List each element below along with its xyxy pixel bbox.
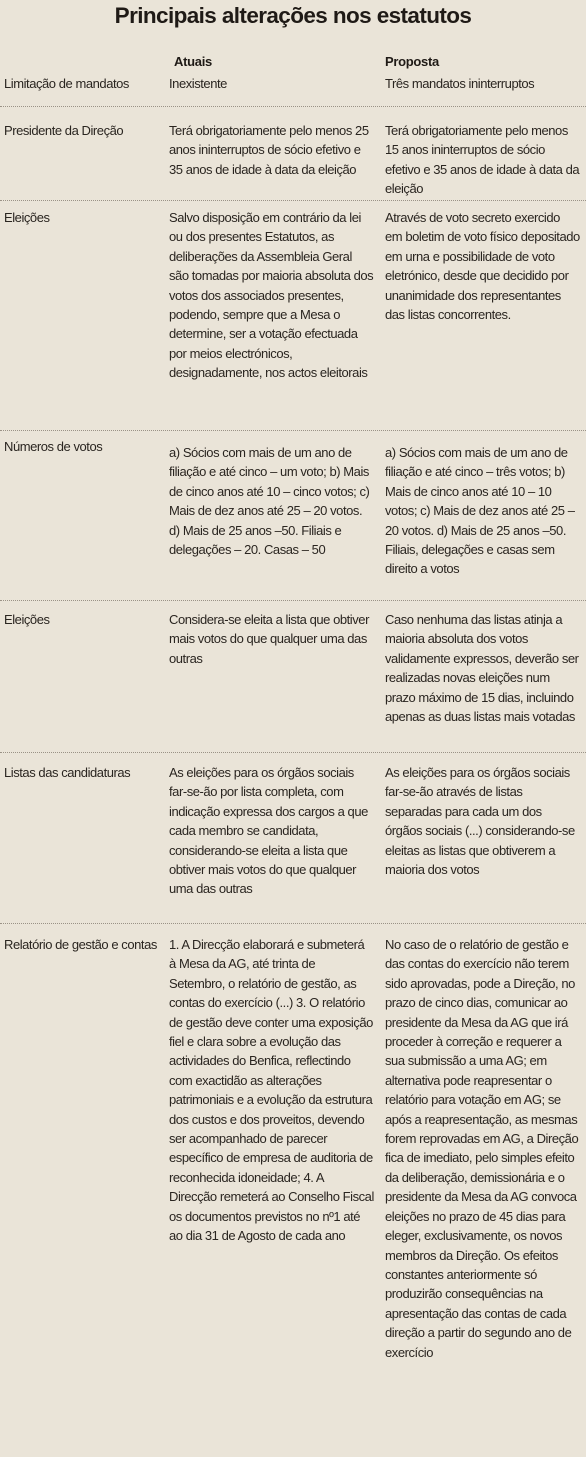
- proposta-cell: Caso nenhuma das listas atinja a maioria absoluta dos votos validamente expressos, deverão ser realizadas novas eleições num prazo máximo de 15 dias, incluindo apenas as duas listas mais votadas: [385, 612, 579, 725]
- row-label: Relatório de gestão e contas: [4, 937, 157, 952]
- row-divider: [0, 430, 586, 431]
- row-divider: [0, 600, 586, 601]
- row-label: Presidente da Direção: [4, 123, 124, 138]
- atuais-cell: Considera-se eleita a lista que obtiver mais votos do que qualquer uma das outras: [169, 612, 369, 666]
- proposta-cell: Três mandatos ininterruptos: [385, 76, 535, 91]
- atuais-cell: Salvo disposição em contrário da lei ou dos presentes Estatutos, as deliberações da Assembleia Geral são tomadas por maioria absoluta dos votos dos associados presentes, podendo, sempre que a Mesa o determine, ser a votação efectuada por meios electrónicos, designadamente, nos actos eleitorais: [169, 210, 374, 381]
- proposta-cell: As eleições para os órgãos sociais far-se-ão através de listas separadas para cada um dos órgãos sociais (...) considerando-se eleitas as listas que obtiverem a maioria dos votos: [385, 765, 575, 878]
- row-divider: [0, 923, 586, 924]
- atuais-cell: 1. A Direcção elaborará e submeterá à Mesa da AG, até trinta de Setembro, o relatório de gestão, as contas do exercício (...) 3. O relatório de gestão deve conter uma exposição fiel e clara sobre a evolução das actividades do Benfica, reflectindo com exactidão as alterações patrimoniais e a evolução da estrutura dos custos e dos proveitos, devendo ser acompanhado de parecer específico de empresa de auditoria de reconhecida idoneidade; 4. A Direcção remeterá ao Conselho Fiscal os documentos previstos no nº1 até ao dia 31 de Agosto de cada ano: [169, 937, 374, 1244]
- row-divider: [0, 106, 586, 107]
- row-label: Limitação de mandatos: [4, 76, 129, 91]
- proposta-cell: No caso de o relatório de gestão e das contas do exercício não terem sido aprovadas, pode a Direção, no prazo de cinco dias, comunicar ao presidente da Mesa da AG que irá proceder à correção e requerer a sua submissão a uma AG; em alternativa pode reapresentar o relatório para votação em AG; se após a reapresentação, as mesmas forem reprovadas em AG, a Direção fica de imediato, pelo simples efeito da deliberação, demissionária e o presidente da Mesa da AG convoca eleições no prazo de 45 dias para eleger, exclusivamente, os novos membros da Direção. Os efeitos constantes anteriormente só produzirão consequências na apresentação das contas de cada direção a partir do segundo ano de exercício: [385, 937, 579, 1360]
- proposta-cell: Através de voto secreto exercido em boletim de voto físico depositado em urna e possibilidade de voto eletrónico, desde que decidido por unanimidade dos representantes das listas concorrentes.: [385, 210, 580, 323]
- row-label: Eleições: [4, 210, 50, 225]
- atuais-cell: Inexistente: [169, 76, 227, 91]
- proposta-cell: Terá obrigatoriamente pelo menos 15 anos ininterruptos de sócio efetivo e 35 anos de idade à data da eleição: [385, 123, 580, 197]
- column-header-proposta: Proposta: [385, 54, 439, 69]
- row-label: Eleições: [4, 612, 50, 627]
- atuais-cell: Terá obrigatoriamente pelo menos 25 anos ininterruptos de sócio efetivo e 35 anos de idade à data da eleição: [169, 123, 369, 177]
- row-divider: [0, 752, 586, 753]
- column-header-atuais: Atuais: [174, 54, 212, 69]
- page-title: Principais alterações nos estatutos: [114, 3, 472, 28]
- atuais-cell: As eleições para os órgãos sociais far-se-ão por lista completa, com indicação expressa dos cargos a que cada membro se candidata, considerando-se eleita a lista que obtiver mais votos do que qualquer uma das outras: [169, 765, 368, 897]
- atuais-cell: a) Sócios com mais de um ano de filiação e até cinco – um voto; b) Mais de cinco anos até 10 – cinco votos; c) Mais de dez anos até 25 – 20 votos. d) Mais de 25 anos –50. Filiais e delegações – 20. Casas – 50: [169, 445, 370, 558]
- proposta-cell: a) Sócios com mais de um ano de filiação e até cinco – três votos; b) Mais de cinco anos até 10 – 10 votos; c) Mais de dez anos até 25 – 20 votos. d) Mais de 25 anos –50. Filiais, delegações e casas sem direito a votos: [385, 445, 575, 577]
- row-label: Números de votos: [4, 439, 103, 454]
- row-divider: [0, 200, 586, 201]
- row-label: Listas das candidaturas: [4, 765, 131, 780]
